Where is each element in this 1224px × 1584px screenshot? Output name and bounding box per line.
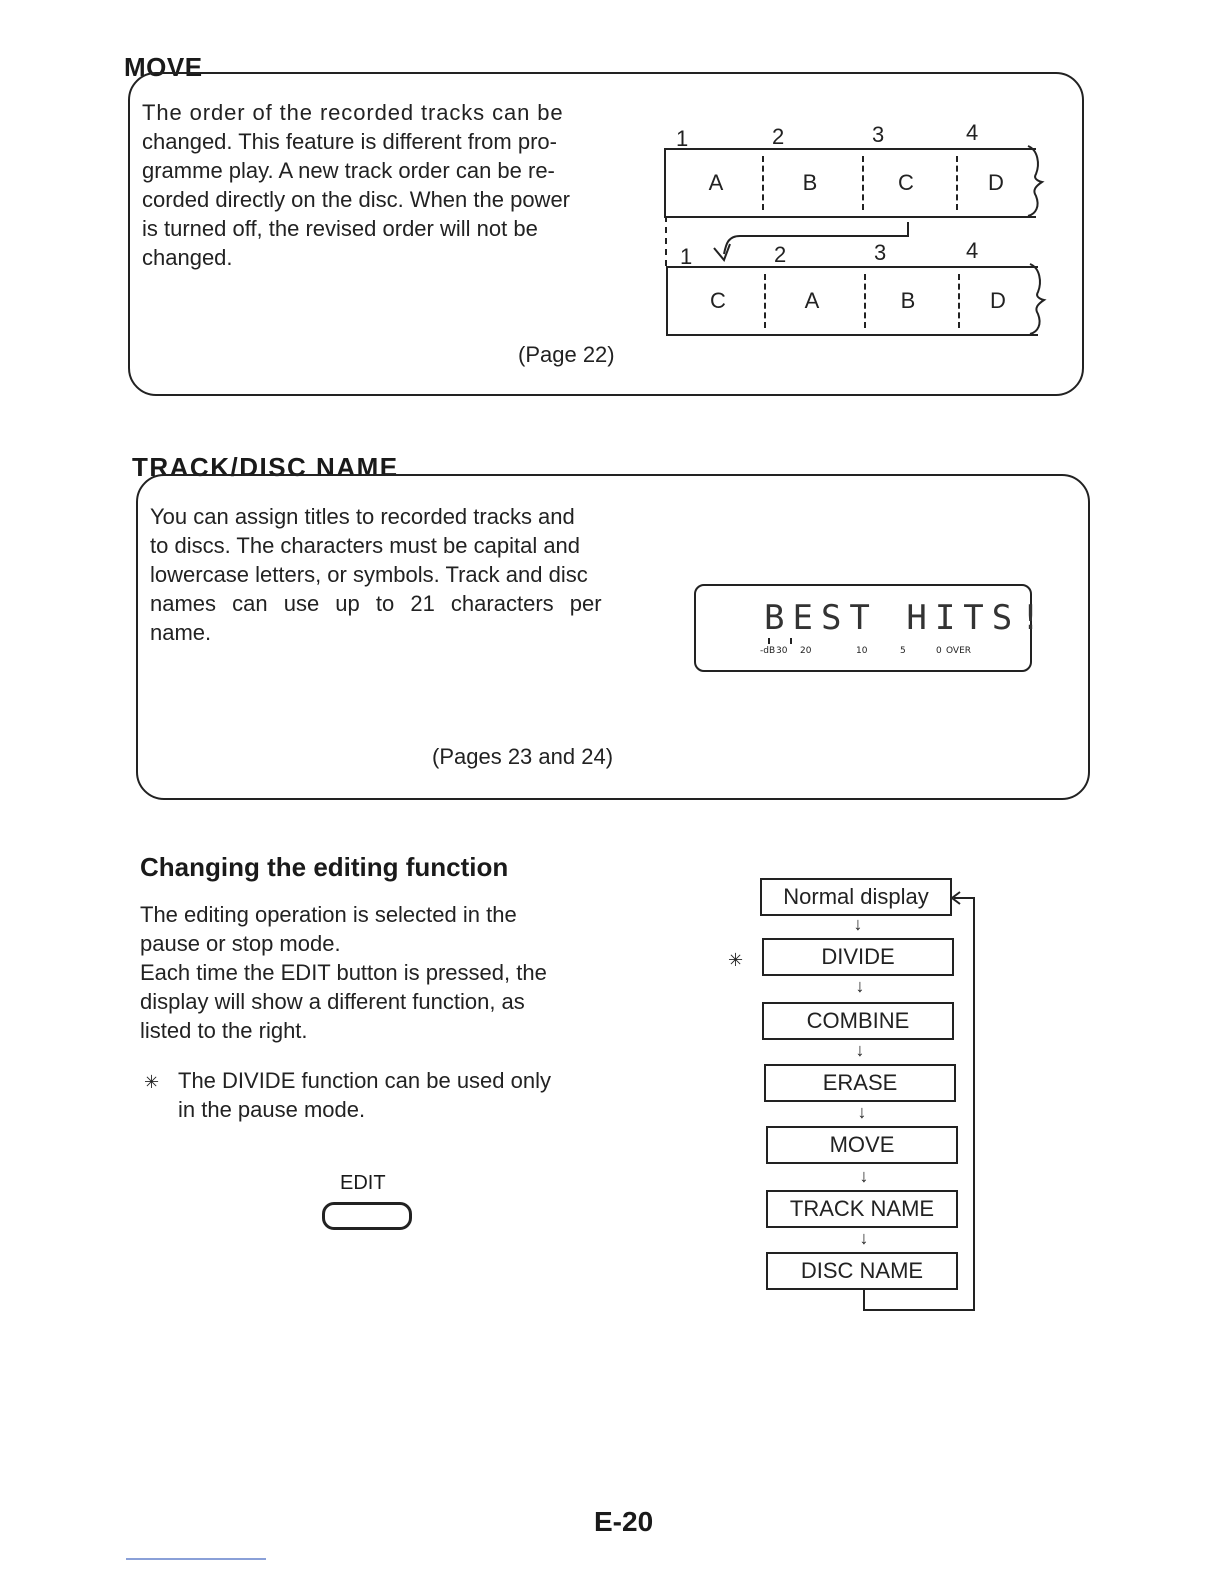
track-disc-line: to discs. The characters must be capital and (150, 533, 581, 558)
track-cell: B (900, 288, 916, 313)
track-divider (864, 274, 866, 328)
track-number: 1 (680, 244, 693, 269)
flow-move: MOVE (766, 1126, 958, 1164)
down-arrow-icon: ↓ (859, 1228, 869, 1248)
move-line: gramme play. A new track order can be re- (142, 158, 555, 183)
changing-line: The editing operation is selected in the (140, 902, 517, 927)
break-brace-icon (1024, 144, 1048, 218)
flow-normal-display: Normal display (760, 878, 952, 916)
down-arrow-icon: ↓ (855, 1040, 865, 1060)
track-divider (762, 156, 764, 210)
note-line: in the pause mode. (178, 1097, 366, 1122)
down-arrow-icon: ↓ (857, 1102, 867, 1122)
track-number: 3 (872, 122, 885, 147)
flow-disc-name: DISC NAME (766, 1252, 958, 1290)
track-divider (862, 156, 864, 210)
lcd-text: BEST HITS! (764, 598, 1049, 638)
edit-button[interactable] (322, 1202, 412, 1230)
track-cell: A (804, 288, 820, 313)
edit-button-label: EDIT (340, 1172, 386, 1194)
move-line: The order of the recorded tracks can be (142, 100, 564, 125)
changing-description (140, 900, 600, 1045)
down-arrow-icon: ↓ (859, 1166, 869, 1186)
track-row-after (666, 266, 1038, 336)
divide-note-mark: ✳ (144, 1072, 160, 1092)
track-cell: C (710, 288, 726, 313)
track-disc-name-page-ref: (Pages 23 and 24) (432, 744, 614, 769)
changing-line: display will show a different function, as (140, 989, 525, 1014)
flow-divide: DIVIDE (762, 938, 954, 976)
flow-erase: ERASE (764, 1064, 956, 1102)
move-line: is turned off, the revised order will not be (142, 216, 538, 241)
track-number: 4 (966, 120, 979, 145)
break-brace-icon (1026, 262, 1050, 336)
move-line: changed. (142, 245, 233, 270)
footer-rule (126, 1558, 266, 1560)
track-disc-line: You can assign titles to recorded tracks and (150, 504, 575, 529)
move-line: changed. This feature is different from pro- (142, 129, 557, 154)
page-number: E-20 (594, 1506, 654, 1537)
track-divider (958, 274, 960, 328)
lcd-scale-label: -dB (760, 646, 776, 656)
track-cell: D (990, 288, 1006, 313)
lcd-scale-label: 30 (776, 646, 788, 656)
track-number: 3 (874, 240, 887, 265)
flow-combine: COMBINE (762, 1002, 954, 1040)
lcd-scale-label: 20 (800, 646, 812, 656)
track-number: 1 (676, 126, 689, 151)
lcd-display (694, 584, 1049, 672)
move-description (142, 98, 632, 272)
changing-heading: Changing the editing function (140, 852, 509, 882)
track-disc-line: lowercase letters, or symbols. Track and disc (150, 562, 588, 587)
track-number: 4 (966, 238, 979, 263)
changing-line: pause or stop mode. (140, 931, 341, 956)
down-arrow-icon: ↓ (855, 976, 865, 996)
track-disc-line: names can use up to 21 characters per (150, 591, 602, 616)
track-disc-line: name. (150, 620, 212, 645)
loop-back-arrow-icon (860, 888, 984, 1316)
track-cell: D (988, 170, 1004, 195)
lcd-scale-label: 5 (900, 646, 906, 656)
track-cell: C (898, 170, 914, 195)
divide-mark: ✳ (728, 950, 744, 970)
track-row-before (664, 148, 1036, 218)
note-line: The DIVIDE function can be used only (178, 1068, 551, 1093)
down-arrow-icon: ↓ (853, 914, 863, 934)
lcd-scale-label: 10 (856, 646, 868, 656)
lcd-scale-label: OVER (946, 646, 972, 656)
track-number: 2 (774, 242, 787, 267)
track-divider (956, 156, 958, 210)
changing-line: listed to the right. (140, 1018, 308, 1043)
track-disc-name-description (150, 502, 640, 647)
track-number: 2 (772, 124, 785, 149)
track-divider (764, 274, 766, 328)
level-meter-icon (768, 638, 792, 644)
changing-line: Each time the EDIT button is pressed, the (140, 960, 547, 985)
divide-note (178, 1066, 618, 1124)
move-heading: MOVE (124, 52, 203, 82)
flow-track-name: TRACK NAME (766, 1190, 958, 1228)
track-cell: B (802, 170, 818, 195)
track-cell: A (708, 170, 724, 195)
move-page-ref: (Page 22) (518, 342, 615, 367)
track-disc-name-heading: TRACK/DISC NAME (132, 452, 399, 482)
move-line: corded directly on the disc. When the power (142, 187, 571, 212)
lcd-scale-label: 0 (936, 646, 942, 656)
